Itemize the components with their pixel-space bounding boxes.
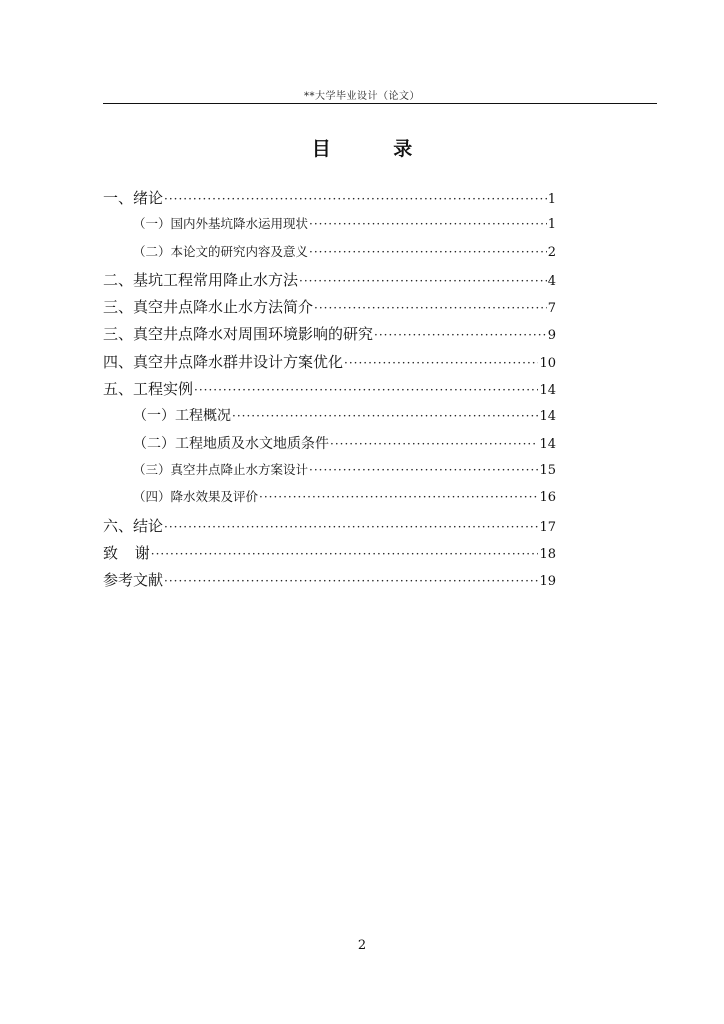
running-header: **大学毕业设计（论文） [304, 91, 420, 102]
toc-entry-label: 四、真空井点降水群井设计方案优化 [103, 352, 344, 371]
toc-entry[interactable] [103, 242, 556, 269]
toc-entry-page: 4 [547, 273, 556, 289]
toc-entry-page: 1 [547, 192, 556, 207]
toc-entry-page: 17 [539, 519, 556, 535]
toc-entry-label: 三、真空井点降水止水方法简介 [103, 298, 314, 317]
toc-leader-dots [299, 274, 547, 288]
toc-entry[interactable] [103, 542, 556, 569]
toc-leader-dots [232, 409, 538, 423]
toc-entry-label: 致 谢 [103, 543, 150, 562]
toc-leader-dots [151, 547, 539, 561]
header-rule [103, 103, 657, 104]
toc-entry-page: 10 [539, 355, 556, 371]
toc-leader-dots [259, 490, 538, 504]
toc-entry-label: 五、工程实例 [103, 380, 194, 399]
toc-entry-label: （一）国内外基坑降水运用现状 [133, 216, 309, 232]
toc-entry-label: 一、绪论 [103, 189, 164, 207]
toc-entry[interactable] [103, 269, 556, 296]
toc-leader-dots [314, 301, 547, 315]
toc-entry-page: 18 [539, 546, 556, 562]
toc-leader-dots [194, 383, 538, 397]
toc-entry-label: 二、基坑工程常用降止水方法 [103, 270, 299, 289]
toc-entry-page: 19 [539, 574, 556, 590]
toc-entry-label: 三、真空井点降水对周围环境影响的研究 [103, 325, 374, 344]
toc-leader-dots [344, 356, 538, 370]
toc-entry-page: 1 [547, 217, 556, 233]
toc-entry[interactable] [103, 323, 556, 350]
toc-entry-label: 六、结论 [103, 516, 164, 535]
toc-entry-page: 2 [547, 244, 556, 260]
toc-leader-dots [309, 217, 547, 231]
toc-entry[interactable] [103, 515, 556, 542]
toc-entry-page: 14 [539, 383, 556, 399]
toc-entry-label: （四）降水效果及评价 [133, 489, 259, 505]
toc-entry[interactable] [103, 433, 556, 460]
toc-entry[interactable] [103, 378, 556, 405]
toc-entry[interactable] [103, 569, 556, 596]
toc-entry[interactable] [103, 187, 556, 214]
toc-leader-dots [164, 574, 538, 588]
table-of-contents [103, 187, 556, 596]
toc-entry-page: 16 [539, 490, 556, 506]
toc-entry-label: 参考文献 [103, 571, 164, 590]
toc-leader-dots [374, 328, 547, 342]
page-number: 2 [357, 938, 367, 953]
toc-entry-page: 15 [539, 462, 556, 478]
toc-entry-page: 14 [539, 409, 556, 425]
toc-entry-page: 14 [539, 436, 556, 452]
toc-entry-label: （三）真空井点降止水方案设计 [133, 461, 309, 477]
toc-entry[interactable] [103, 351, 556, 378]
toc-entry-label: （二）本论文的研究内容及意义 [133, 243, 309, 259]
toc-leader-dots [309, 463, 538, 477]
toc-entry-page: 7 [547, 301, 556, 317]
toc-leader-dots [309, 245, 547, 259]
toc-leader-dots [164, 192, 547, 206]
toc-leader-dots [330, 437, 538, 451]
toc-leader-dots [164, 520, 538, 534]
toc-title: 目 录 [311, 138, 441, 160]
toc-entry[interactable] [103, 214, 556, 241]
toc-entry-label: （一）工程概况 [133, 408, 231, 425]
toc-entry[interactable] [103, 460, 556, 487]
toc-entry[interactable] [103, 296, 556, 323]
toc-entry[interactable] [103, 405, 556, 432]
toc-entry-page: 9 [547, 328, 556, 344]
toc-entry[interactable] [103, 487, 556, 514]
toc-entry-label: （二）工程地质及水文地质条件 [133, 435, 329, 452]
